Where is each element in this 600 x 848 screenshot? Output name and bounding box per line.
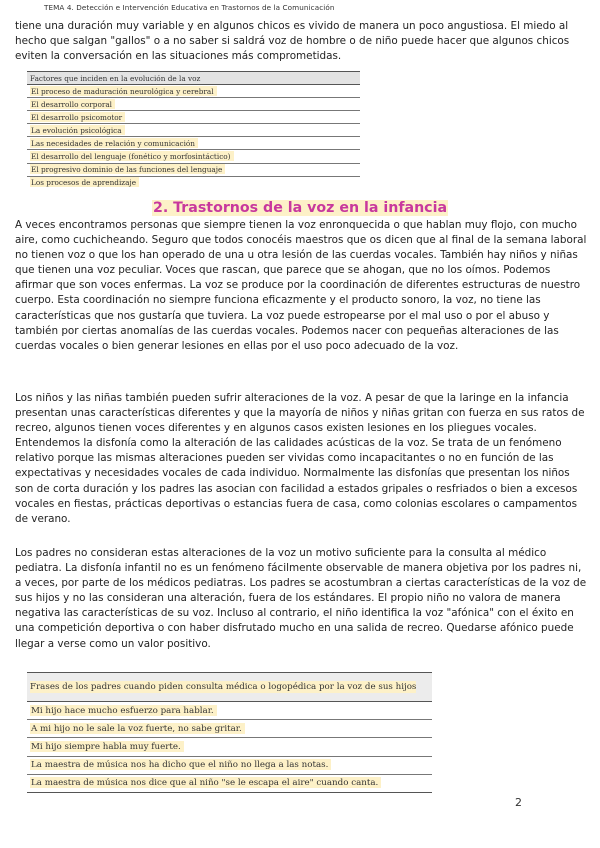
table-row — [27, 150, 360, 163]
table-row — [27, 163, 360, 176]
factors-table-header-row — [27, 72, 360, 85]
body-paragraph-3: Los padres no consideran estas alteraciones de la voz un motivo suficiente para la consulta al médico pediatra. La disfonía infantil no es un fenómeno fácilmente observable de manera objetiva por los padres ni, a veces, por parte de los médicos pediatras. Los padres se acostumbran a ciertas características de la voz de sus hijos y no las consideran una alteración, fuera de los estándares. El propio niño no valora de manera negativa las características de su voz. Incluso al contrario, el niño identifica la voz "afónica" con el éxito en una competición deportiva o con haber disfrutado mucho en una salida de recreo. Quedarse afónico puede llegar a verse como un valor positivo. — [15, 547, 587, 650]
table-row — [27, 124, 360, 137]
phrases-table — [27, 672, 432, 793]
table-row — [27, 756, 432, 774]
factor-item: Los procesos de aprendizaje — [30, 177, 139, 187]
table-row — [27, 720, 432, 738]
page-number: 2 — [515, 796, 522, 809]
phrase-item: Mi hijo hace mucho esfuerzo para hablar. — [30, 705, 217, 716]
body-paragraph-1: A veces encontramos personas que siempre tienen la voz enronquecida o que hablan muy flojo, con mucho aire, como cuchicheando. Seguro que todos conocéis maestros que os dicen que al final de la semana laboral no tienen voz o que los han operado de una u otra lesión de las cuerdas vocales. También hay niños y niñas que tienen una voz peculiar. Voces que rascan, que parece que se ahogan, que no los oímos. Podemos afirmar que son voces enfermas. La voz se produce por la coordinación de diferentes estructuras de nuestro cuerpo. Esta coordinación no siempre funciona eficazmente y el producto sonoro, la voz, no tiene las características que nos gustaría que tuviera. La voz puede estropearse por el mal uso o por el abuso y también por ciertas anomalías de las cuerdas vocales. Podemos nacer con pequeñas alteraciones de las cuerdas vocales o bien generar lesiones en ellas por el uso poco adecuado de la voz. — [15, 219, 587, 352]
factor-item: El desarrollo corporal — [30, 99, 115, 109]
factor-item: El proceso de maduración neurológica y cerebral — [30, 86, 217, 96]
factor-item: El desarrollo del lenguaje (fonético y morfosintáctico) — [30, 151, 234, 161]
phrase-item: La maestra de música nos ha dicho que el niño no llega a las notas. — [30, 759, 331, 770]
body-paragraph-2: Los niños y las niñas también pueden sufrir alteraciones de la voz. A pesar de que la laringe en la infancia presentan unas características diferentes y que la mayoría de niños y niñas gritan con fuerza en sus ratos de recreo, algunos tienen voces diferentes y en algunos casos existen lesiones en los pliegues vocales. Entendemos la disfonía como la alteración de las calidades acústicas de la voz. Se trata de un fenómeno relativo porque las mismas alteraciones pueden ser vividas como incapacitantes o no en función de las expectativas y necesidades vocales de cada individuo. Normalmente las disfonías que presentan los niños son de corta duración y los padres las asocian con facilidad a estados gripales o resfriados o bien a excesos vocales en fiestas, prácticas deportivas o estancias fuera de casa, como colonias escolares o campamentos de verano. — [15, 392, 585, 525]
table-row — [27, 111, 360, 124]
phrase-item: Mi hijo siempre habla muy fuerte. — [30, 741, 184, 752]
phrases-table-header: Frases de los padres cuando piden consulta médica o logopédica por la voz de sus hijos — [30, 681, 417, 692]
table-row — [27, 738, 432, 756]
factor-item: El progresivo dominio de las funciones del lenguaje — [30, 164, 225, 174]
factor-item: El desarrollo psicomotor — [30, 112, 125, 122]
factor-item: La evolución psicológica — [30, 125, 125, 135]
factors-table-header: Factores que inciden en la evolución de la voz — [27, 72, 360, 85]
table-row — [27, 85, 360, 98]
table-row — [27, 98, 360, 111]
section-title-text: 2. Trastornos de la voz en la infancia — [152, 200, 448, 216]
factors-table — [27, 71, 360, 189]
phrase-item: A mi hijo no le sale la voz fuerte, no sabe gritar. — [30, 723, 245, 734]
factor-item: Las necesidades de relación y comunicación — [30, 138, 198, 148]
table-row — [27, 702, 432, 720]
phrases-table-header-row — [27, 673, 432, 702]
table-row — [27, 774, 432, 792]
table-row — [27, 176, 360, 189]
section-title — [0, 199, 600, 217]
page-header: TEMA 4. Detección e Intervención Educativa en Trastornos de la Comunicación — [44, 3, 335, 12]
table-row — [27, 137, 360, 150]
intro-paragraph: tiene una duración muy variable y en algunos chicos es vivido de manera un poco angustiosa. El miedo al hecho que salgan "gallos" o a no saber si saldrá voz de hombre o de niño puede hacer que algunos chicos eviten la conversación en las situaciones más comprometidas. — [15, 20, 570, 63]
phrase-item: La maestra de música nos dice que al niño "se le escapa el aire" cuando canta. — [30, 777, 381, 788]
